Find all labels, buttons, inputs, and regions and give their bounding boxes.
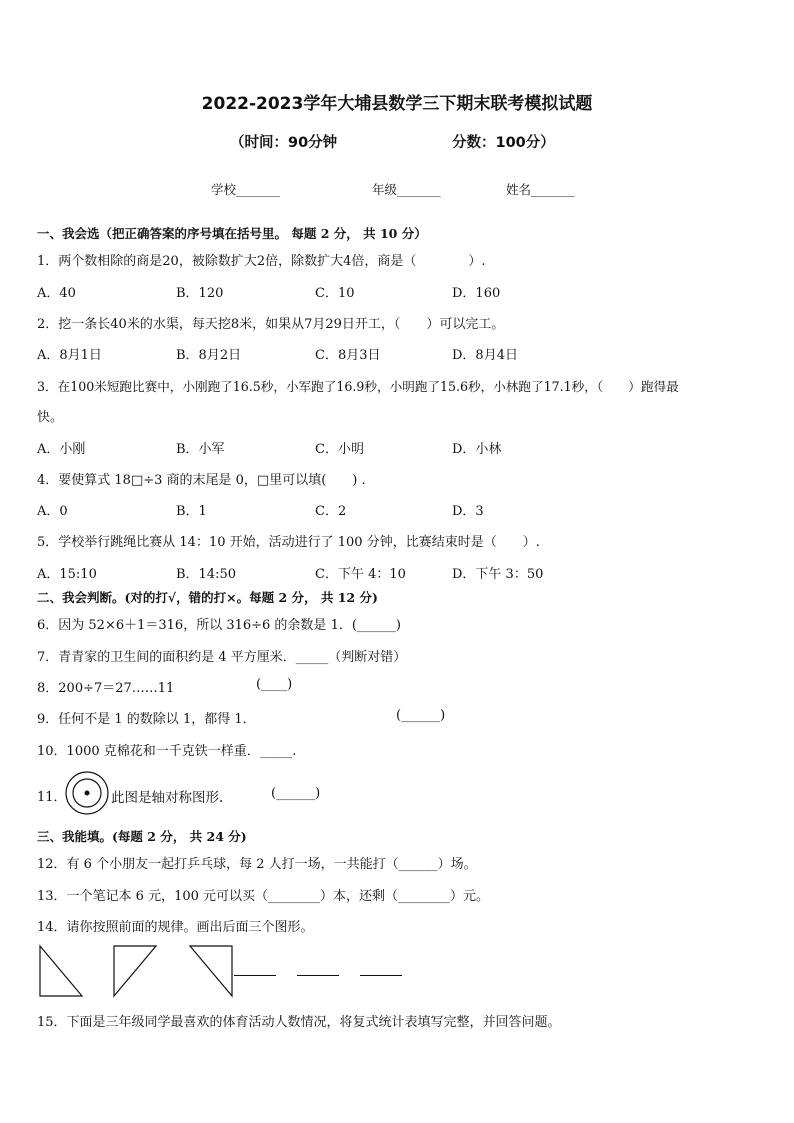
page-title: 2022-2023学年大埔县数学三下期末联考模拟试题 bbox=[201, 94, 593, 114]
center-dot bbox=[85, 791, 90, 796]
q5-option-d: D．下午 3：50 bbox=[452, 567, 544, 582]
question-12: 12．有 6 个小朋友一起打乒乓球，每 2 人打一场，一共能打（______）场。 bbox=[37, 857, 477, 872]
triangle-figure-3 bbox=[188, 944, 234, 998]
q5-option-b: B．14:50 bbox=[176, 567, 237, 582]
answer-blank-3 bbox=[360, 975, 402, 976]
question-3: 3．在100米短跑比赛中，小刚跑了16.5秒，小军跑了16.9秒，小明跑了15.6秒，小林跑了17.1秒，（ ）跑得最 bbox=[37, 379, 679, 394]
question-9-blank: (______) bbox=[396, 708, 446, 723]
question-14: 14．请你按照前面的规律。画出后面三个图形。 bbox=[37, 920, 314, 935]
question-11-blank: (______) bbox=[271, 786, 321, 801]
section3-heading: 三、我能填。(每题 2 分， 共 24 分) bbox=[37, 829, 247, 844]
q3-option-d: D．小林 bbox=[452, 442, 502, 457]
question-8-blank: (____) bbox=[256, 677, 293, 692]
q3-option-a: A．小刚 bbox=[37, 442, 86, 457]
question-5: 5．学校举行跳绳比赛从 14：10 开始，活动进行了 100 分钟，比赛结束时是（ ）. bbox=[37, 535, 540, 550]
q5-option-a: A．15:10 bbox=[37, 567, 97, 582]
section2-heading: 二、我会判断。(对的打√，错的打×。每题 2 分， 共 12 分) bbox=[37, 590, 378, 605]
q2-option-a: A．8月1日 bbox=[37, 348, 102, 363]
q2-option-b: B．8月2日 bbox=[176, 348, 242, 363]
q3-option-c: C．小明 bbox=[315, 442, 364, 457]
answer-blank-1 bbox=[234, 975, 276, 976]
question-4: 4．要使算式 18□÷3 商的末尾是 0，□里可以填( ) . bbox=[37, 473, 366, 488]
question-10: 10．1000 克棉花和一千克铁一样重．_____. bbox=[37, 744, 297, 759]
section1-heading: 一、我会选（把正确答案的序号填在括号里。 每题 2 分， 共 10 分） bbox=[37, 226, 427, 241]
school-field: 学校_______ bbox=[211, 182, 280, 197]
question-3-cont: 快。 bbox=[37, 410, 64, 425]
triangle-figure-2 bbox=[112, 944, 158, 998]
question-13: 13．一个笔记本 6 元，100 元可以买（________）本，还剩（________）元。 bbox=[37, 889, 490, 904]
question-1: 1．两个数相除的商是20，被除数扩大2倍，除数扩大4倍，商是（ ）. bbox=[37, 254, 486, 269]
name-field: 姓名_______ bbox=[506, 182, 575, 197]
q2-option-d: D．8月4日 bbox=[452, 348, 518, 363]
q4-option-d: D．3 bbox=[452, 504, 484, 519]
q1-option-a: A．40 bbox=[37, 286, 76, 301]
q4-option-b: B．1 bbox=[176, 504, 207, 519]
answer-blank-2 bbox=[297, 975, 339, 976]
question-15: 15．下面是三年级同学最喜欢的体育活动人数情况，将复式统计表填写完整，并回答问题。 bbox=[37, 1015, 561, 1030]
q4-option-a: A．0 bbox=[37, 504, 68, 519]
q1-option-b: B．120 bbox=[176, 286, 224, 301]
concentric-circles-figure bbox=[64, 770, 110, 816]
exam-score: 分数：100分） bbox=[452, 135, 555, 151]
question-11-text: 此图是轴对称图形. bbox=[111, 790, 224, 806]
question-2: 2．挖一条长40米的水渠，每天挖8米，如果从7月29日开工，（ ）可以完工。 bbox=[37, 317, 505, 332]
q1-option-c: C．10 bbox=[315, 286, 355, 301]
grade-field: 年级_______ bbox=[372, 182, 441, 197]
exam-time: （时间：90分钟 bbox=[230, 135, 338, 151]
question-8: 8．200÷7＝27……11 bbox=[37, 681, 175, 696]
question-7: 7．青青家的卫生间的面积约是 4 平方厘米．_____（判断对错） bbox=[37, 650, 407, 665]
question-9: 9．任何不是 1 的数除以 1，都得 1． bbox=[37, 712, 256, 727]
question-6: 6．因为 52×6＋1＝316，所以 316÷6 的余数是 1．(______) bbox=[37, 618, 401, 633]
q2-option-c: C．8月3日 bbox=[315, 348, 381, 363]
q4-option-c: C．2 bbox=[315, 504, 347, 519]
triangle-figure-1 bbox=[38, 944, 84, 998]
q5-option-c: C．下午 4：10 bbox=[315, 567, 406, 582]
q3-option-b: B．小军 bbox=[176, 442, 225, 457]
q1-option-d: D．160 bbox=[452, 286, 501, 301]
question-11-number: 11． bbox=[37, 790, 67, 805]
